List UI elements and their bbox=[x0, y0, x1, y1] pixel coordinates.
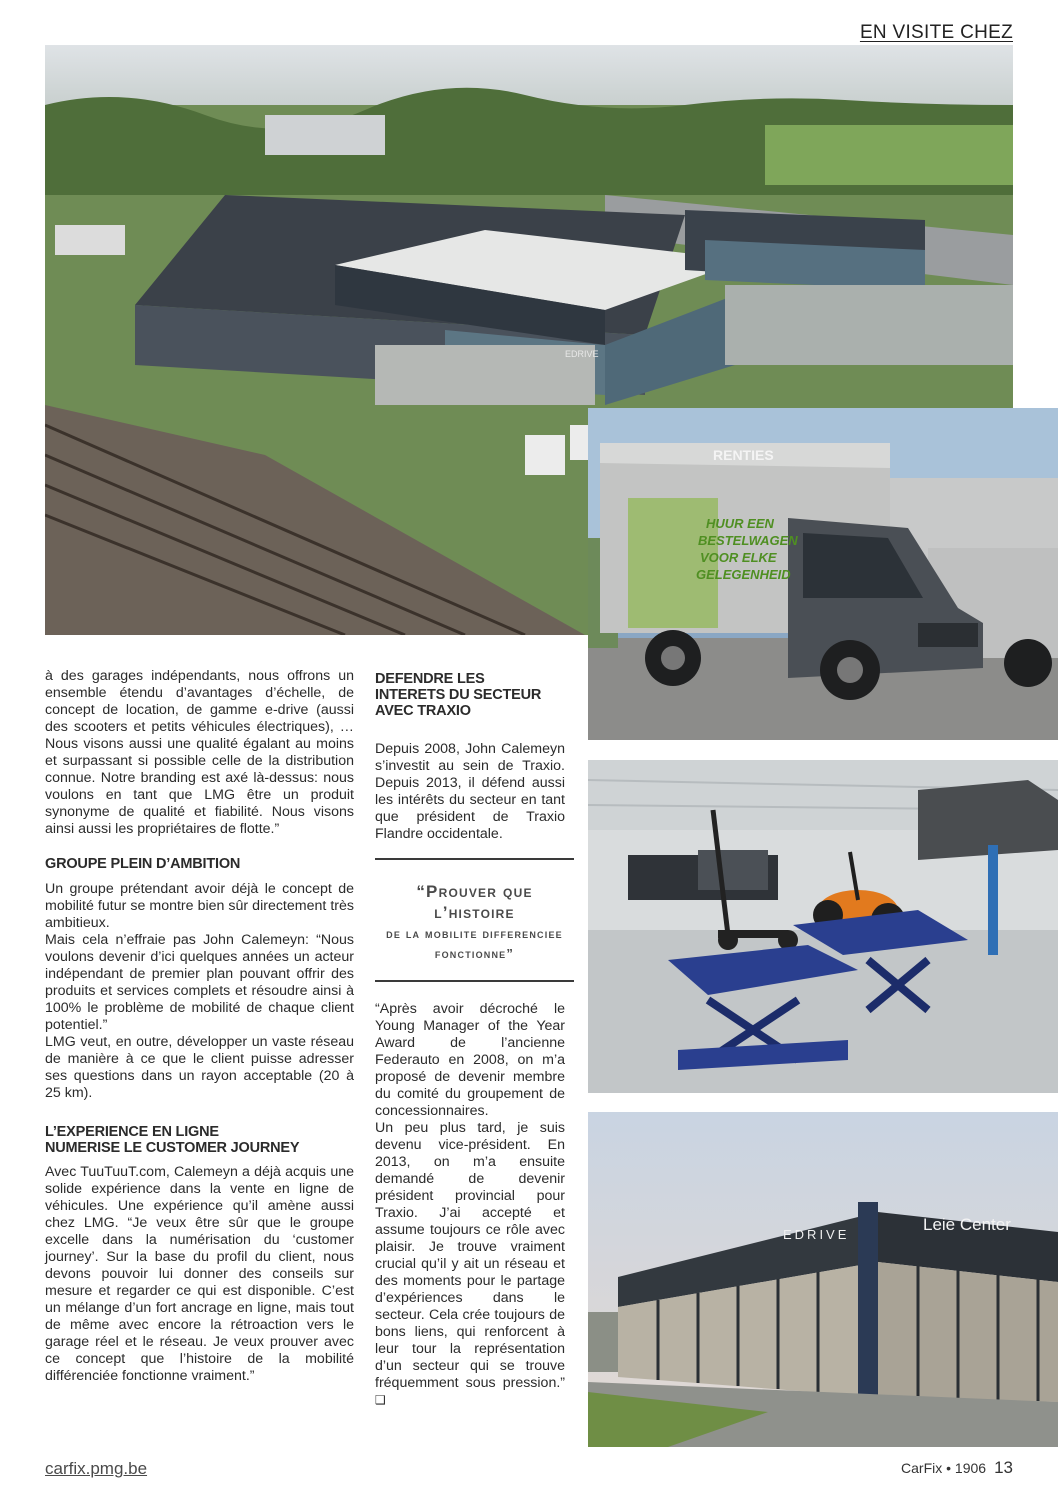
truck-slogan-line: HUUR EEN bbox=[706, 516, 774, 531]
showroom-photo bbox=[588, 1112, 1058, 1447]
heading-groupe-ambition: GROUPE PLEIN D’AMBITION bbox=[45, 856, 241, 872]
heading-experience-en-ligne bbox=[45, 1124, 354, 1156]
column-2 bbox=[375, 671, 565, 1409]
quote-line: fonctionne” bbox=[434, 946, 515, 961]
footer-page-info bbox=[901, 1458, 1013, 1478]
aerial-building-label: EDRIVE bbox=[565, 349, 599, 359]
col1-intro: à des garages indépendants, nous offrons un ensemble étendu d’avantages d’échelle, de concept de location, de gamme e-drive (aussi des scooters et petits véhicules électriques), … Nous visons aussi une qualité égalant au moins et surpassant si possible celle de la distribution connue. Notre branding est axé là-dessus: nous voulons en tant que LMG être un produit synonyme de qualité et fiabilité. Nous visons ainsi aussi les propriétaires de flotte.” bbox=[45, 668, 354, 837]
heading-line: INTERETS DU SECTEUR bbox=[375, 687, 542, 703]
heading-line: AVEC TRAXIO bbox=[375, 703, 471, 719]
col2-paragraph: Depuis 2008, John Calemeyn s’investit au sein de Traxio. Depuis 2013, il défend aussi les intérêts du secteur en tant que président de Traxio Flandre occidentale. bbox=[375, 741, 565, 842]
col2-paragraph: “Après avoir décroché le Young Manager of the Year Award de l’ancienne Federauto en 2008, on m’a proposé de devenir membre du comité du groupement de concessionnaires. bbox=[375, 1001, 565, 1119]
truck-slogan-line: VOOR ELKE bbox=[700, 550, 777, 565]
pull-quote bbox=[375, 858, 574, 982]
truck-brand-text: RENTIES bbox=[713, 447, 774, 463]
col2-paragraph bbox=[375, 1120, 565, 1409]
heading-line: L’EXPERIENCE EN LIGNE bbox=[45, 1124, 219, 1140]
quote-line: “Prouver que l’histoire bbox=[416, 882, 533, 922]
heading-line: DEFENDRE LES bbox=[375, 671, 485, 687]
end-mark-icon: ❑ bbox=[375, 1393, 386, 1407]
footer-magazine: CarFix • 1906 bbox=[901, 1460, 987, 1476]
col2-paragraph-text: Un peu plus tard, je suis devenu vice-président. En 2013, on m’a ensuite demandé de devenir président provincial pour Traxio. J’ai accepté et assume toujours ce rôle avec plaisir. Je trouve vraiment crucial qu’il y ait un réseau et des moments pour le partage d’expériences dans le secteur. Cela crée toujours de bons liens, qui renforcent à leur tour la représentation d’un secteur qui se trouve fréquemment sous pression.” bbox=[375, 1120, 565, 1391]
col1-paragraph: Avec TuuTuuT.com, Calemeyn a déjà acquis une solide expérience dans la vente en ligne de véhicules. Une expérience qu’il amène aussi chez LMG. “Je veux être sûr que le groupe excelle dans la numérisation du ‘customer journey’. Sur la base du profil du client, nous devons pouvoir lui donner des conseils sur mesure et regarder ce qui est disponible. C’est un mélange d’un fort ancrage en ligne, mais tout de même avec encore la rétroaction vers le garage réel et le réseau. Je veux prouver avec ce concept que l’histoire de la mobilité différenciée fonctionne vraiment.” bbox=[45, 1164, 354, 1384]
heading-defendre-interets bbox=[375, 671, 565, 719]
showroom-sign-right: Leie Center bbox=[923, 1215, 1011, 1234]
workshop-photo bbox=[588, 760, 1058, 1093]
quote-line: de la mobilite differenciee bbox=[386, 926, 563, 941]
section-label: EN VISITE CHEZ bbox=[859, 22, 1013, 43]
truck-photo bbox=[588, 408, 1058, 740]
col1-paragraph: LMG veut, en outre, développer un vaste réseau de manière à ce que le client puisse adresser ses questions dans un rayon acceptable (20 à 25 km). bbox=[45, 1034, 354, 1101]
showroom-sign-left: EDRIVE bbox=[783, 1227, 850, 1242]
truck-slogan-line: BESTELWAGEN bbox=[698, 533, 798, 548]
col1-paragraph: Mais cela n’effraie pas John Calemeyn: “Nous voulons devenir d’ici quelques années un acteur indépendant de premier plan pouvant offrir des produits et services complets et résoudre ainsi à 100% le problème de mobilité de chaque client potentiel.” bbox=[45, 932, 354, 1033]
col1-paragraph: Un groupe prétendant avoir déjà le concept de mobilité futur se montre bien sûr directement très ambitieux. bbox=[45, 881, 354, 931]
footer-website-link[interactable]: carfix.pmg.be bbox=[45, 1459, 148, 1478]
heading-line: NUMERISE LE CUSTOMER JOURNEY bbox=[45, 1140, 300, 1156]
column-1 bbox=[45, 668, 354, 1385]
page-number: 13 bbox=[994, 1458, 1013, 1477]
truck-slogan-line: GELEGENHEID bbox=[696, 567, 791, 582]
